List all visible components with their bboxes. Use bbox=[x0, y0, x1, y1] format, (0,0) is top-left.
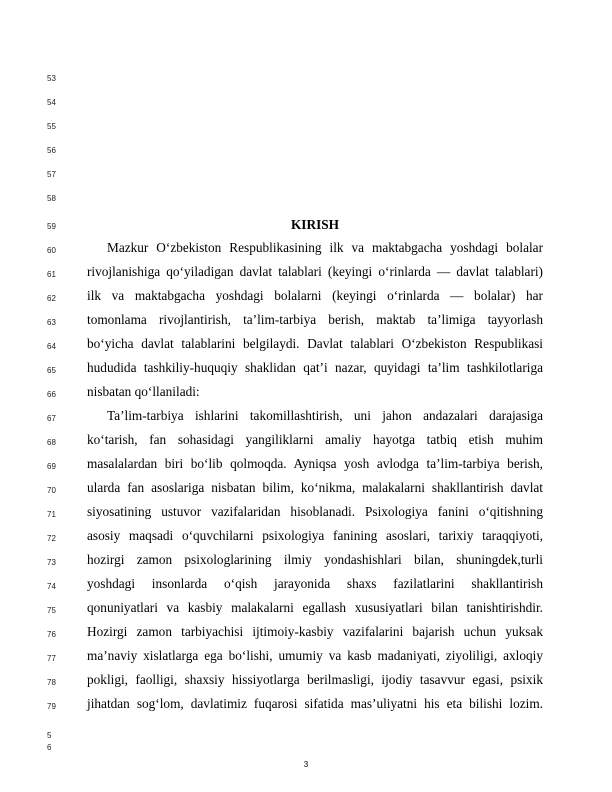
text-line: bo‘yicha davlat talablarini belgilaydi. Davlat talablari O‘zbekiston Respublikasi bbox=[87, 336, 543, 351]
line-number: 74 bbox=[47, 582, 56, 591]
line-number: 57 bbox=[47, 170, 56, 179]
line-number: 65 bbox=[47, 366, 56, 375]
line-number: 68 bbox=[47, 438, 56, 447]
line-number: 71 bbox=[47, 510, 56, 519]
text-line: ko‘tarish, fan sohasidagi yangiliklarni amaliy hayotga tatbiq etish muhim bbox=[87, 432, 543, 447]
line-number: 55 bbox=[47, 122, 56, 131]
text-line: qonuniyatlari va kasbiy malakalarni egallash xususiyatlari bilan tanishtirishdir. bbox=[87, 600, 543, 615]
text-line: siyosatining ustuvor vazifalaridan hisoblanadi. Psixologiya fanini o‘qitishning bbox=[87, 504, 543, 519]
text-line: yoshdagi insonlarda o‘qish jarayonida shaxs fazilatlarini shakllantirish bbox=[87, 576, 543, 591]
line-number: 73 bbox=[47, 558, 56, 567]
line-number: 53 bbox=[47, 74, 56, 83]
line-number: 5 bbox=[47, 731, 52, 740]
line-number: 63 bbox=[47, 318, 56, 327]
text-line: ularda fan asoslariga nisbatan bilim, ko‘nikma, malakalarni shakllantirish davlat bbox=[87, 480, 543, 495]
text-line: rivojlanishiga qo‘yiladigan davlat talablari (keyingi o‘rinlarda — davlat talablari) bbox=[87, 264, 543, 279]
line-number: 77 bbox=[47, 654, 56, 663]
text-line: hududida tashkiliy-huquqiy shaklidan qat’i nazar, quyidagi ta’lim tashkilotlariga bbox=[87, 360, 543, 375]
line-number: 59 bbox=[47, 222, 56, 231]
text-line: Hozirgi zamon tarbiyachisi ijtimoiy-kasbiy vazifalarini bajarish uchun yuksak bbox=[87, 624, 543, 639]
line-number: 78 bbox=[47, 678, 56, 687]
line-number: 76 bbox=[47, 630, 56, 639]
line-number: 70 bbox=[47, 486, 56, 495]
line-number: 56 bbox=[47, 146, 56, 155]
page-number: 3 bbox=[303, 760, 309, 769]
text-line: hozirgi zamon psixologlarining ilmiy yondashishlari bilan, shuningdek,turli bbox=[87, 552, 543, 567]
section-heading: KIRISH bbox=[290, 217, 340, 232]
line-number: 60 bbox=[47, 246, 56, 255]
text-line: ma’naviy xislatlarga ega bo‘lishi, umumiy va kasb madaniyati, ziyoliligi, axloqiy bbox=[87, 648, 543, 663]
line-number: 69 bbox=[47, 462, 56, 471]
text-line: nisbatan qo‘llaniladi: bbox=[87, 384, 200, 399]
text-line: asosiy maqsadi o‘quvchilarni psixologiya fanining asoslari, tarixiy taraqqiyoti, bbox=[87, 528, 543, 543]
text-line: pokligi, faolligi, shaxsiy hissiyotlarga berilmasligi, ijodiy tasavvur egasi, psixik bbox=[87, 672, 543, 687]
text-line: Ta’lim-tarbiya ishlarini takomillashtirish, uni jahon andazalari darajasiga bbox=[107, 408, 543, 423]
line-number: 62 bbox=[47, 294, 56, 303]
line-number: 61 bbox=[47, 270, 56, 279]
line-number: 75 bbox=[47, 606, 56, 615]
line-number: 79 bbox=[47, 702, 56, 711]
line-number: 66 bbox=[47, 390, 56, 399]
text-line: ilk va maktabgacha yoshdagi bolalarni (keyingi o‘rinlarda — bolalar) har bbox=[87, 288, 543, 303]
line-number: 72 bbox=[47, 534, 56, 543]
line-number: 58 bbox=[47, 194, 56, 203]
line-number: 6 bbox=[47, 743, 52, 752]
text-line: masalalardan biri bo‘lib qolmoqda. Ayniqsa yosh avlodga ta’lim-tarbiya berish, bbox=[87, 456, 543, 471]
text-line: tomonlama rivojlantirish, ta’lim-tarbiya berish, maktab ta’limiga tayyorlash bbox=[87, 312, 543, 327]
text-line: Mazkur O‘zbekiston Respublikasining ilk va maktabgacha yoshdagi bolalar bbox=[107, 240, 543, 255]
text-line: jihatdan sog‘lom, davlatimiz fuqarosi sifatida mas’uliyatni his eta bilishi lozim. bbox=[87, 696, 543, 711]
line-number: 67 bbox=[47, 414, 56, 423]
line-number: 64 bbox=[47, 342, 56, 351]
line-number: 54 bbox=[47, 98, 56, 107]
